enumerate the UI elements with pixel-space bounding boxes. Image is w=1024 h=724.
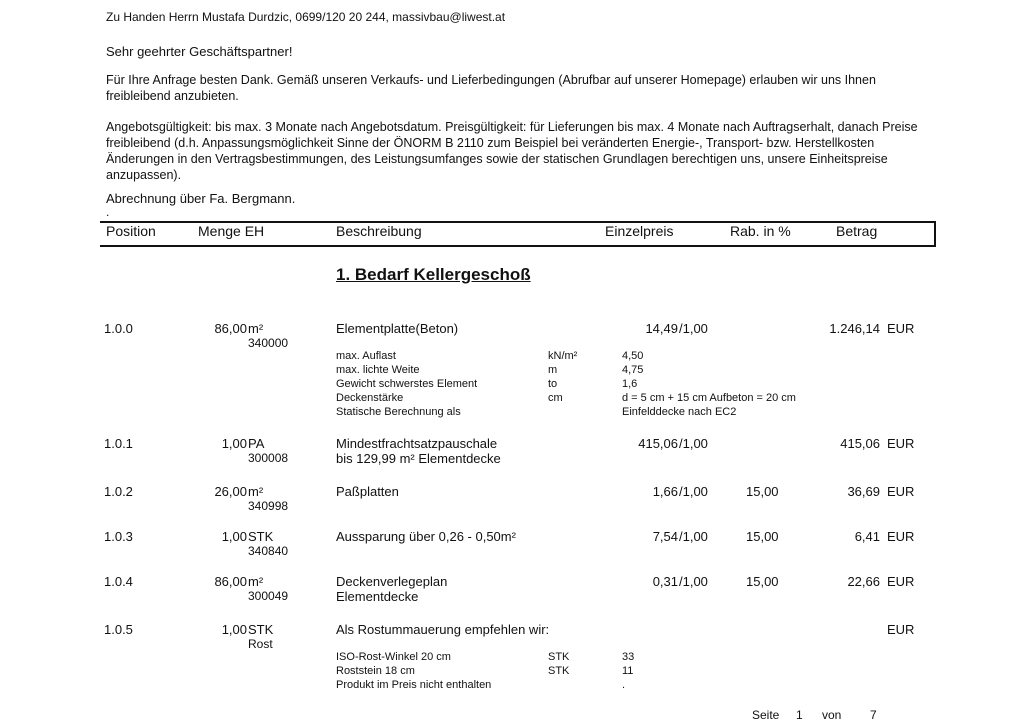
spec-unit: to [548,378,558,390]
item-price-unit: /1,00 [679,574,708,589]
spec-label: Deckenstärke [336,392,404,404]
col-beschreibung: Beschreibung [336,223,422,239]
item-position: 1.0.3 [104,529,133,544]
item-currency: EUR [887,574,915,589]
item-eh: m² [248,484,264,499]
intro-paragraph: Für Ihre Anfrage besten Dank. Gemäß unseren Verkaufs- und Lieferbedingungen (Abrufbar auf unserer Homepage) erlauben wir uns Ihnen freibleibend anzubieten. [106,73,876,103]
item-currency: EUR [887,321,915,336]
item-currency: EUR [887,436,915,451]
item-price-unit: /1,00 [679,321,708,336]
spec-label: Statische Berechnung als [336,406,461,418]
item-rabatt: 15,00 [746,574,779,589]
item-description: Aussparung über 0,26 - 0,50m² [336,529,516,544]
footer-page-number: 1 [796,708,803,722]
item-position: 1.0.0 [104,321,133,336]
item-eh: STK [248,622,274,637]
item-price: 1,66 [652,484,678,499]
item-menge: 1,00 [221,436,247,451]
spec-value: 11 [622,665,634,677]
spec-label: ISO-Rost-Winkel 20 cm [336,651,451,663]
spec-value: 33 [622,651,635,663]
footer-seite-label: Seite [752,708,780,722]
item-rabatt: 15,00 [746,484,779,499]
validity-paragraph: Angebotsgültigkeit: bis max. 3 Monate nach Angebotsdatum. Preisgültigkeit: für Lieferungen bis max. 4 Monate nach Auftragserhalt, danach Preise freibleibend (d.h. Anpassungsmöglichkeit Sinne der ÖNORM B 2110 zum Beispiel bei veränderten Energie-, Transport- bzw. Herstellkosten Änderungen in den Vertragsbestimmungen, des Leistungsumfanges sowie der statischen Grundlagen berechtigen uns, unsere Einheitspreise anzupassen). [106,120,918,182]
spec-value: 1,6 [622,378,638,390]
spec-unit: cm [548,392,563,404]
item-menge: 26,00 [214,484,247,499]
item-amount: 36,69 [847,484,880,499]
item-eh: PA [248,436,265,451]
item-price-unit: /1,00 [679,484,708,499]
item-price: 0,31 [652,574,678,589]
spec-label: Roststein 18 cm [336,665,415,677]
item-currency: EUR [887,529,915,544]
item-eh: STK [248,529,274,544]
item-position: 1.0.2 [104,484,133,499]
item-currency: EUR [887,622,915,637]
item-description: Mindestfrachtsatzpauschale [336,436,498,451]
billing-note: Abrechnung über Fa. Bergmann. [106,191,296,206]
spec-unit: kN/m² [548,350,578,362]
spec-value: 4,50 [622,350,644,362]
item-code: 300049 [248,589,289,603]
item-description: Deckenverlegeplan [336,574,448,589]
item-menge: 86,00 [214,574,247,589]
item-description: Paßplatten [336,484,399,499]
item-code: 340000 [248,336,289,350]
footer-total-pages: 7 [870,708,877,722]
item-description-2: Elementdecke [336,589,419,604]
item-description: Als Rostummauerung empfehlen wir: [336,622,550,637]
col-position: Position [106,223,156,239]
item-amount: 415,06 [840,436,880,451]
item-position: 1.0.1 [104,436,133,451]
item-eh: m² [248,321,264,336]
spec-value: d = 5 cm + 15 cm Aufbeton = 20 cm [622,392,796,404]
item-code: 300008 [248,451,289,465]
spec-value: . [622,679,626,691]
item-price: 415,06 [638,436,678,451]
col-menge-eh: Menge EH [198,223,265,239]
item-code: 340998 [248,499,289,513]
col-rabatt: Rab. in % [730,223,791,239]
item-amount: 22,66 [847,574,880,589]
item-price-unit: /1,00 [679,436,708,451]
spec-label: max. Auflast [336,350,396,362]
item-code: 340840 [248,544,289,558]
item-amount: 6,41 [854,529,880,544]
item-eh: m² [248,574,264,589]
spec-label: Gewicht schwerstes Element [336,378,478,390]
item-description-2: bis 129,99 m² Elementdecke [336,451,501,466]
dot-mark: . [106,205,110,219]
footer-von-label: von [822,708,842,722]
item-price-unit: /1,00 [679,529,708,544]
item-rabatt: 15,00 [746,529,779,544]
section-title: 1. Bedarf Kellergeschoß [336,265,531,284]
item-amount: 1.246,14 [829,321,880,336]
spec-value: 4,75 [622,364,644,376]
item-price: 14,49 [645,321,678,336]
item-menge: 1,00 [221,622,247,637]
spec-unit: STK [548,651,570,663]
salutation: Sehr geehrter Geschäftspartner! [106,44,293,59]
item-position: 1.0.4 [104,574,133,589]
item-position: 1.0.5 [104,622,133,637]
spec-unit: STK [548,665,570,677]
item-menge: 86,00 [214,321,247,336]
item-code: Rost [248,637,273,651]
col-einzelpreis: Einzelpreis [605,223,674,239]
item-price: 7,54 [652,529,678,544]
attention-line: Zu Handen Herrn Mustafa Durdzic, 0699/120 20 244, massivbau@liwest.at [106,10,506,24]
item-menge: 1,00 [221,529,247,544]
item-description: Elementplatte(Beton) [336,321,459,336]
item-currency: EUR [887,484,915,499]
col-betrag: Betrag [836,223,878,239]
spec-value: Einfelddecke nach EC2 [622,406,737,418]
spec-label: max. lichte Weite [336,364,420,376]
spec-label: Produkt im Preis nicht enthalten [336,679,492,691]
spec-unit: m [548,364,558,376]
